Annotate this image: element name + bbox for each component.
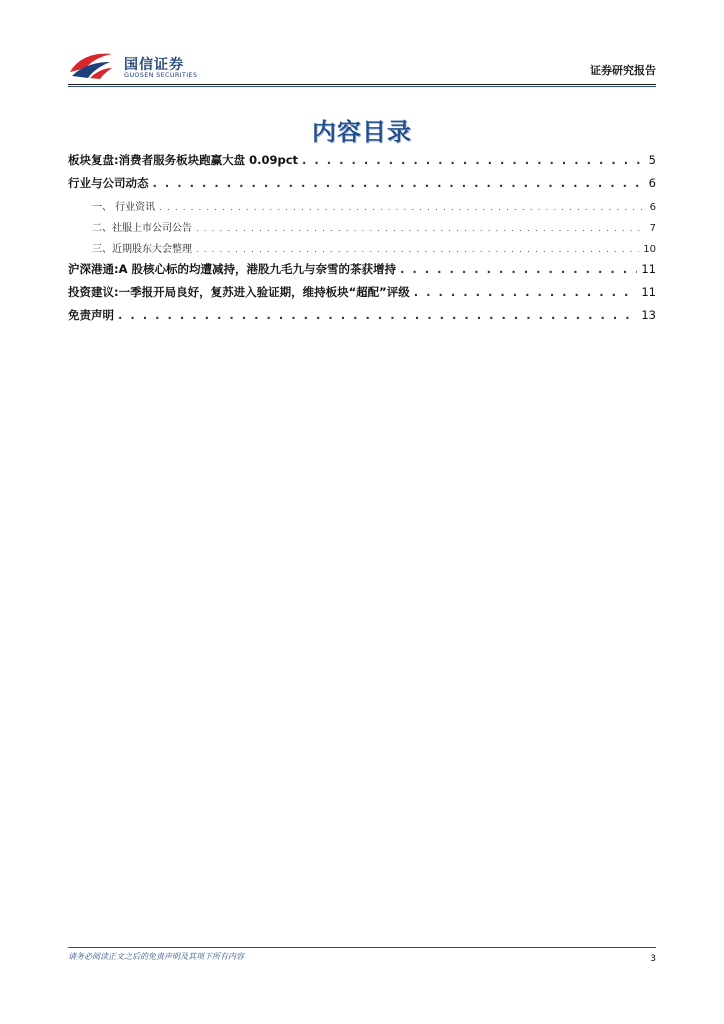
footer-divider bbox=[68, 947, 656, 948]
disclaimer-note: 请务必阅读正文之后的免责声明及其项下所有内容 bbox=[68, 952, 244, 961]
toc-leader-dots bbox=[414, 285, 638, 299]
header-divider-accent bbox=[68, 86, 656, 87]
guosen-logo-icon bbox=[68, 50, 114, 80]
toc-leader-dots bbox=[196, 245, 639, 254]
toc-leader-dots bbox=[400, 262, 637, 276]
toc-entry[interactable] bbox=[68, 152, 656, 175]
toc-leader-dots bbox=[118, 308, 637, 322]
toc-entry-page: 13 bbox=[641, 308, 656, 322]
toc-entry[interactable] bbox=[68, 284, 656, 307]
toc-subentry[interactable] bbox=[68, 240, 656, 261]
toc-entry[interactable] bbox=[68, 175, 656, 198]
page-header bbox=[68, 48, 656, 84]
toc-entry-title: 一、 行业资讯 bbox=[92, 202, 156, 213]
toc-subentry[interactable] bbox=[68, 198, 656, 219]
toc-entry[interactable] bbox=[68, 307, 656, 330]
toc-leader-dots bbox=[159, 203, 645, 212]
toc-entry-title: 板块复盘:消费者服务板块跑赢大盘 0.09pct bbox=[68, 153, 299, 167]
toc-entry-title: 二、社服上市公司公告 bbox=[92, 223, 192, 234]
toc-entry-page: 10 bbox=[643, 244, 656, 255]
logo-chinese-name: 国信证券 bbox=[124, 57, 184, 73]
toc-entry-title: 投资建议:一季报开局良好，复苏进入验证期，维持板块“超配”评级 bbox=[68, 285, 410, 299]
toc-leader-dots bbox=[153, 176, 645, 190]
toc-leader-dots bbox=[196, 224, 646, 233]
company-logo bbox=[68, 48, 208, 84]
toc-entry-title: 行业与公司动态 bbox=[68, 176, 149, 190]
toc-entry-page: 5 bbox=[648, 153, 656, 167]
toc-entry-title: 免责声明 bbox=[68, 308, 114, 322]
toc-entry-title: 沪深港通:A 股核心标的均遭减持，港股九毛九与奈雪的茶获增持 bbox=[68, 262, 396, 276]
toc-entry-page: 6 bbox=[649, 202, 656, 213]
toc-entry-page: 11 bbox=[641, 262, 656, 276]
toc-leader-dots bbox=[302, 153, 645, 167]
toc-subentry[interactable] bbox=[68, 219, 656, 240]
toc-entry-page: 6 bbox=[648, 176, 656, 190]
toc-entry-page: 11 bbox=[641, 285, 656, 299]
page-number: 3 bbox=[650, 954, 656, 964]
toc-entry-page: 7 bbox=[649, 223, 656, 234]
toc-entry-title: 三、近期股东大会整理 bbox=[92, 244, 192, 255]
table-of-contents bbox=[68, 152, 656, 330]
toc-entry[interactable] bbox=[68, 261, 656, 284]
report-type-label: 证券研究报告 bbox=[590, 64, 656, 77]
logo-english-name: GUOSEN SECURITIES bbox=[124, 71, 198, 79]
page-title: 内容目录 bbox=[312, 118, 412, 146]
header-divider bbox=[68, 84, 656, 85]
